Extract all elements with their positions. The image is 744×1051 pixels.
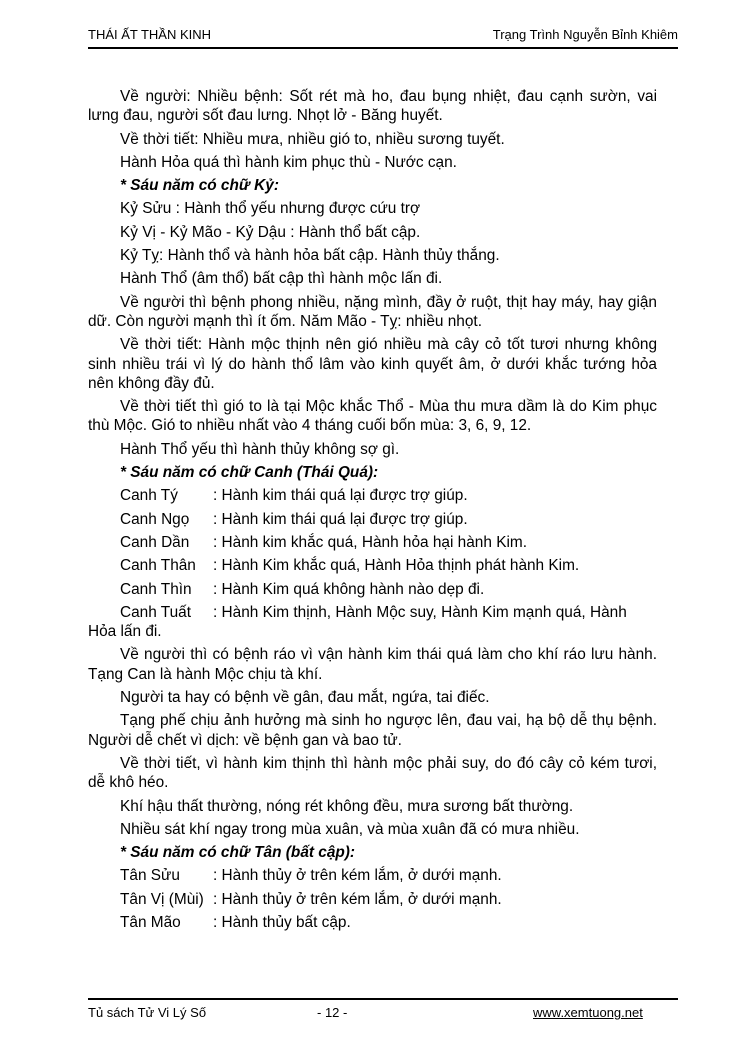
- paragraph: Về thời tiết: Hành mộc thịnh nên gió nhiều mà cây cỏ tốt tươi nhưng không sinh nhiều trái vì lý do hành thổ lâm vào kinh quyết âm, ở dưới khắc tướng hỏa nên không đầy đủ.: [88, 336, 657, 392]
- paragraph: Hành Hỏa quá thì hành kim phục thù - Nước cạn.: [120, 153, 457, 171]
- paragraph: Về người thì có bệnh ráo vì vận hành kim thái quá làm cho khí ráo lưu hành. Tạng Can là hành Mộc chịu tà khí.: [88, 646, 657, 683]
- paragraph: Nhiều sát khí ngay trong mùa xuân, và mùa xuân đã có mưa nhiều.: [120, 820, 580, 838]
- paragraph: Về thời tiết: Nhiều mưa, nhiều gió to, nhiều sương tuyết.: [120, 130, 505, 148]
- term-row: [88, 510, 657, 529]
- paragraph: Tạng phế chịu ảnh hưởng mà sinh ho ngược lên, đau vai, hạ bộ dễ thụ bệnh. Người dễ chết vì dịch: về bệnh gan và bao tử.: [88, 712, 657, 749]
- term-row: [88, 890, 657, 909]
- term-label: Canh Tuất: [120, 603, 192, 621]
- paragraph: Hành Thổ (âm thổ) bất cập thì hành mộc lấn đi.: [120, 270, 443, 288]
- paragraph: Về người: Nhiều bệnh: Sốt rét mà ho, đau bụng nhiệt, đau cạnh sườn, vai lưng đau, người sốt đau lưng. Nhọt lở - Băng huyết.: [88, 88, 657, 125]
- paragraph: Khí hậu thất thường, nóng rét không đều, mưa sương bất thường.: [120, 797, 574, 815]
- term-row: [88, 556, 657, 575]
- term-text: : Hành thủy bất cập.: [213, 913, 351, 931]
- term-row: [88, 603, 657, 642]
- paragraph: Về thời tiết, vì hành kim thịnh thì hành mộc phải suy, do đó cây cỏ kém tươi, dễ khô héo.: [88, 754, 657, 792]
- term-text: : Hành kim thái quá lại được trợ giúp.: [213, 487, 468, 505]
- footer-website-link[interactable]: www.xemtuong.net: [533, 1005, 643, 1020]
- paragraph: Người ta hay có bệnh về gân, đau mắt, ngứa, tai điếc.: [120, 689, 490, 707]
- paragraph: Hành Thổ yếu thì hành thủy không sợ gì.: [120, 440, 400, 458]
- term-label: Canh Thân: [120, 557, 196, 575]
- term-text: : Hành Kim quá không hành nào dẹp đi.: [213, 580, 485, 598]
- term-text: : Hành Kim khắc quá, Hành Hỏa thịnh phát hành Kim.: [213, 557, 580, 575]
- term-row: [88, 580, 657, 599]
- paragraph: Kỷ Sửu : Hành thổ yếu nhưng được cứu trợ: [120, 200, 421, 218]
- paragraph: Về thời tiết thì gió to là tại Mộc khắc Thổ - Mùa thu mưa dầm là do Kim phục thù Mộc. Gió to nhiều nhất vào 4 tháng cuối bốn mùa: 3, 6, 9, 12.: [88, 398, 657, 435]
- page-body: [88, 83, 657, 936]
- paragraph: Kỷ Tỵ: Hành thổ và hành hỏa bất cập. Hành thủy thắng.: [120, 247, 500, 265]
- term-label: Canh Tý: [120, 487, 178, 505]
- term-label: Tân Mão: [120, 913, 181, 931]
- section-heading: * Sáu năm có chữ Kỷ:: [120, 177, 279, 195]
- footer-page-number: - 12 -: [317, 1005, 348, 1020]
- term-text: : Hành kim khắc quá, Hành hỏa hại hành Kim.: [213, 533, 527, 551]
- term-label: Canh Thìn: [120, 580, 192, 598]
- term-text: : Hành Kim thịnh, Hành Mộc suy, Hành Kim mạnh quá, Hành Hỏa lấn đi.: [88, 603, 627, 641]
- footer-series-title: Tủ sách Tử Vi Lý Số: [88, 1005, 207, 1020]
- paragraph: Kỷ Vị - Kỷ Mão - Kỷ Dậu : Hành thổ bất cập.: [120, 223, 421, 241]
- term-row: [88, 486, 657, 505]
- term-row: [88, 913, 657, 932]
- paragraph: Về người thì bệnh phong nhiều, nặng mình, đầy ở ruột, thịt hay máy, hay giận dữ. Còn người mạnh thì ít ốm. Năm Mão - Tỵ: nhiều nhọt.: [88, 293, 657, 330]
- term-label: Tân Vị (Mùi): [120, 890, 204, 908]
- term-text: : Hành thủy ở trên kém lắm, ở dưới mạnh.: [213, 867, 502, 885]
- header-book-title: THÁI ẤT THẦN KINH: [88, 27, 212, 42]
- page-header: [88, 27, 678, 49]
- term-label: Tân Sửu: [120, 867, 180, 885]
- section-heading: * Sáu năm có chữ Canh (Thái Quá):: [120, 464, 379, 482]
- term-text: : Hành thủy ở trên kém lắm, ở dưới mạnh.: [213, 890, 502, 908]
- page-footer: [88, 998, 678, 1030]
- header-author: Trạng Trình Nguyễn Bỉnh Khiêm: [492, 27, 678, 42]
- term-label: Canh Dần: [120, 533, 190, 551]
- term-text: : Hành kim thái quá lại được trợ giúp.: [213, 510, 468, 528]
- term-row: [88, 866, 657, 885]
- section-heading: * Sáu năm có chữ Tân (bất cập):: [120, 844, 356, 862]
- term-label: Canh Ngọ: [120, 510, 190, 528]
- term-row: [88, 533, 657, 552]
